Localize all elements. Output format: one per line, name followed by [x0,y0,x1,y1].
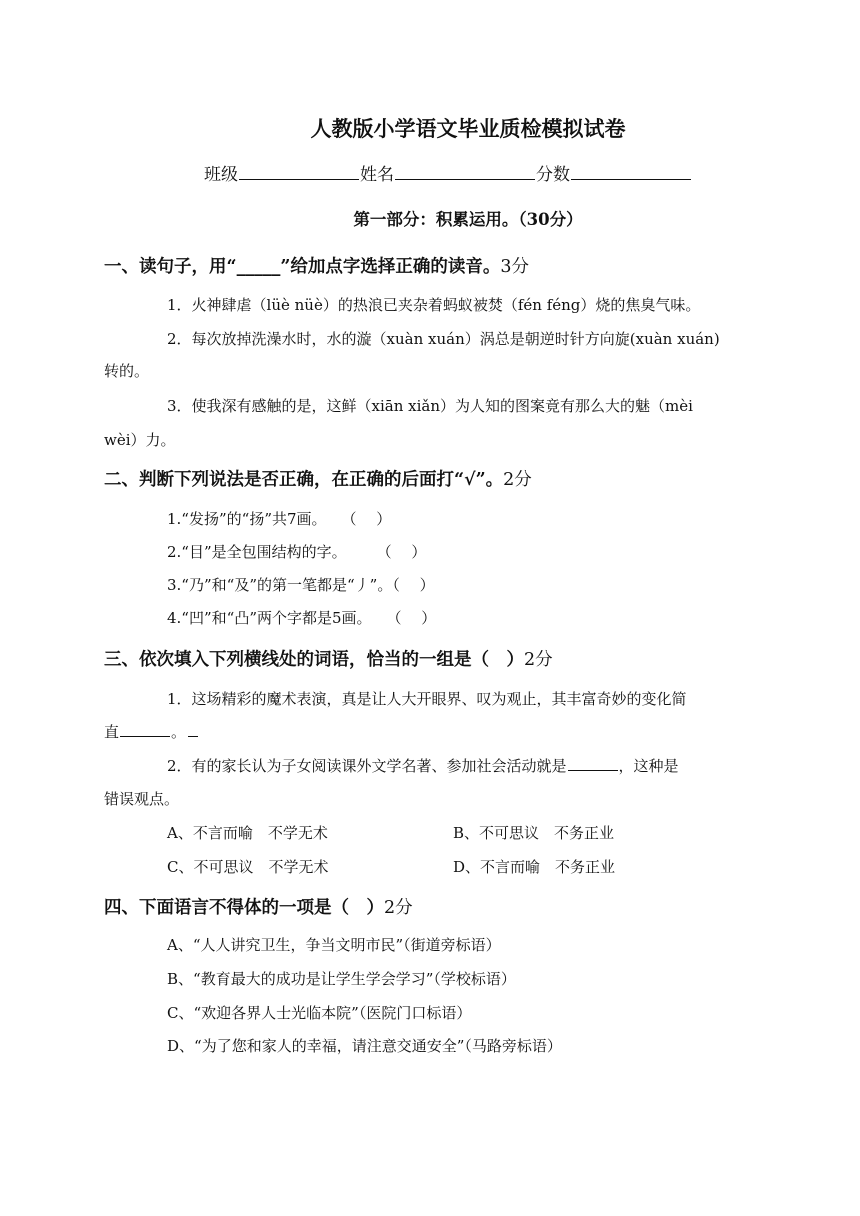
option-c[interactable]: C、不可思议 不学无术 [167,858,329,876]
question-3-item-2 [167,755,679,776]
question-2-item-3: 3.“乃”和“及”的第一笔都是“丿”。（ ） [167,576,435,594]
question-2-item-2: 2.“目”是全包围结构的字。 （ ） [167,543,427,561]
question-3-heading [104,646,553,671]
question-4-points: 2分 [384,898,413,918]
question-1-item-3: 3．使我深有感触的是，这鲜（xiān xiǎn）为人知的图案竟有那么大的魅（mèi [167,397,693,415]
question-3-item-1-cont [104,721,198,742]
exam-title: 人教版小学语文毕业质检模拟试卷 [310,116,626,141]
student-info-row [204,160,692,185]
question-4-option-c[interactable]: C、“欢迎各界人士光临本院”（医院门口标语） [167,1004,472,1022]
question-4-heading [104,894,413,919]
score-label: 分数 [536,165,570,185]
question-1-points: 3分 [500,257,530,277]
option-d[interactable]: D、不言而喻 不务正业 [453,858,616,876]
question-3-item-2-prefix: 2．有的家长认为子女阅读课外文学名著、参加社会活动就是 [167,757,567,775]
question-1-item-2: 2．每次放掉洗澡水时，水的漩（xuàn xuán）涡总是朝逆时针方向旋(xuàn xuán) [167,330,720,348]
question-4-option-d[interactable]: D、“为了您和家人的幸福，请注意交通安全”（马路旁标语） [167,1037,562,1055]
question-3-item-1: 1．这场精彩的魔术表演，真是让人大开眼界、叹为观止，其丰富奇妙的变化简 [167,690,687,708]
question-2-item-4: 4.“凹”和“凸”两个字都是5画。 （ ） [167,609,437,627]
score-blank[interactable] [571,161,691,180]
class-blank[interactable] [239,161,359,180]
name-blank[interactable] [395,161,535,180]
question-4-option-b[interactable]: B、“教育最大的成功是让学生学会学习”（学校标语） [167,970,516,988]
question-2-heading [104,466,532,491]
question-2-item-1: 1.“发扬”的“扬”共7画。 （ ） [167,510,392,528]
question-4-title: 四、下面语言不得体的一项是（ ） [104,898,384,918]
question-3-title: 三、依次填入下列横线处的词语，恰当的一组是（ ） [104,650,524,670]
option-b[interactable]: B、不可思议 不务正业 [453,824,615,842]
answer-blank[interactable] [568,755,618,771]
question-1-heading [104,253,529,278]
question-3-item-1-prefix: 直 [104,723,120,741]
question-3-item-1-suffix: 。 [171,723,187,741]
question-2-title: 二、判断下列说法是否正确，在正确的后面打“√”。 [104,470,504,490]
answer-blank[interactable] [120,721,170,737]
option-a[interactable]: A、不言而喻 不学无术 [167,824,328,842]
question-1-title: 一、读句子，用“_____”给加点字选择正确的读音。 [104,257,501,277]
question-3-item-2-cont: 错误观点。 [104,790,180,808]
name-label: 姓名 [360,165,394,185]
question-4-option-a[interactable]: A、“人人讲究卫生，争当文明市民”（街道旁标语） [167,936,501,954]
question-2-points: 2分 [503,470,532,490]
question-1-item-3-cont: wèi）力。 [104,431,176,449]
class-label: 班级 [204,165,238,185]
answer-blank-small [188,721,198,737]
question-1-item-2-cont: 转的。 [104,362,150,380]
question-3-item-2-suffix: ，这种是 [618,757,679,775]
part-one-heading: 第一部分：积累运用。（30分） [353,210,583,229]
question-1-item-1: 1．火神肆虐（lüè nüè）的热浪已夹杂着蚂蚁被焚（fén féng）烧的焦臭气味。 [167,296,701,314]
question-3-points: 2分 [524,650,553,670]
